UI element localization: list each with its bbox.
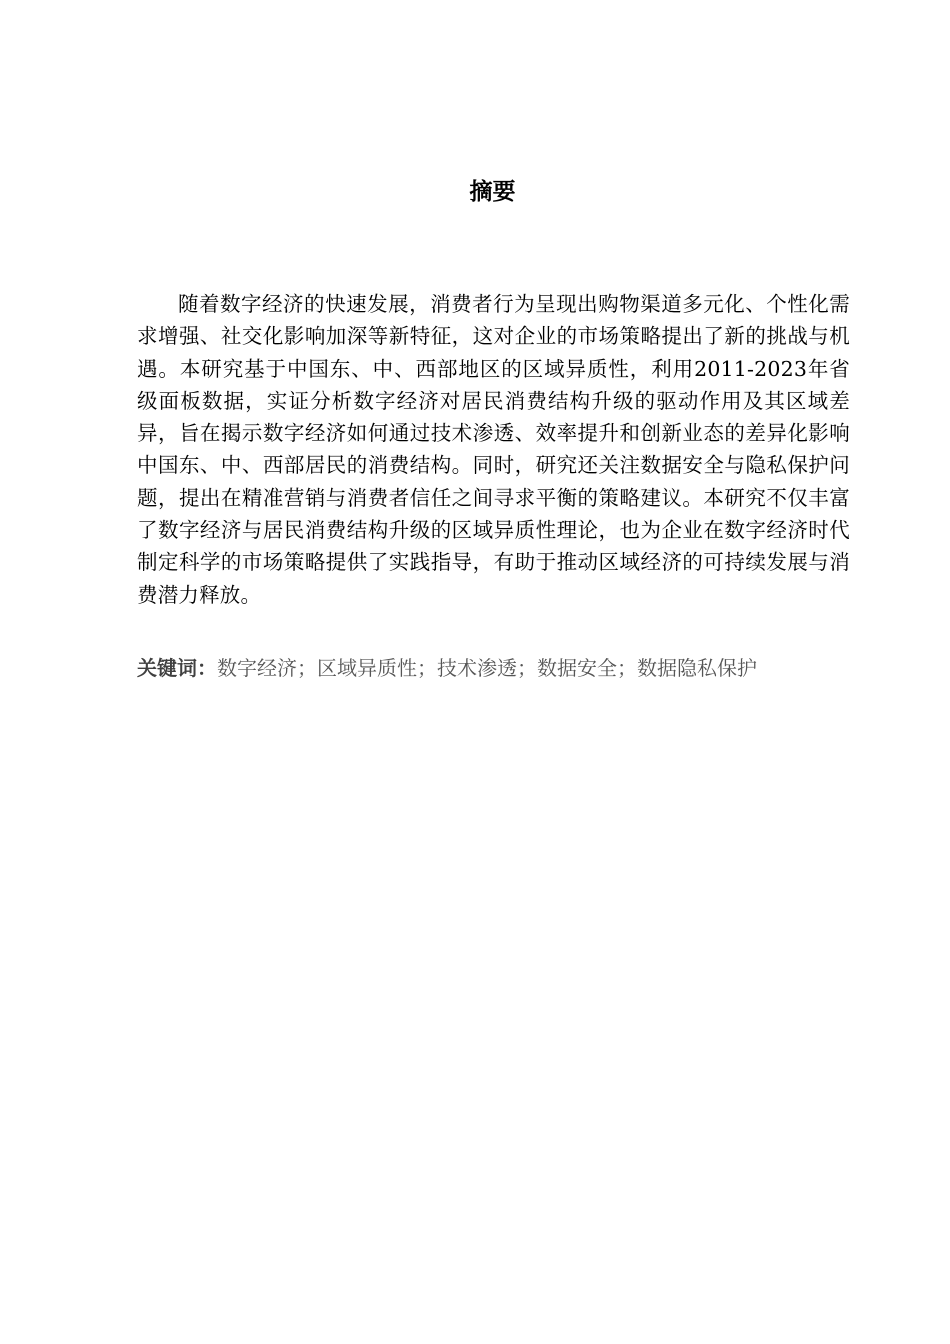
keywords-line: [137, 652, 850, 684]
abstract-title: 摘要: [469, 179, 516, 205]
keywords-label: 关键词：: [137, 656, 217, 680]
keywords-values: 数字经济；区域异质性；技术渗透；数据安全；数据隐私保护: [217, 656, 757, 680]
abstract-body: 随着数字经济的快速发展，消费者行为呈现出购物渠道多元化、个性化需求增强、社交化影响加深等新特征，这对企业的市场策略提出了新的挑战与机遇。本研究基于中国东、中、西部地区的区域异质性，利用2011-2023年省级面板数据，实证分析数字经济对居民消费结构升级的驱动作用及其区域差异，旨在揭示数字经济如何通过技术渗透、效率提升和创新业态的差异化影响中国东、中、西部居民的消费结构。同时，研究还关注数据安全与隐私保护问题，提出在精准营销与消费者信任之间寻求平衡的策略建议。本研究不仅丰富了数字经济与居民消费结构升级的区域异质性理论，也为企业在数字经济时代制定科学的市场策略提供了实践指导，有助于推动区域经济的可持续发展与消费潜力释放。: [137, 292, 850, 607]
